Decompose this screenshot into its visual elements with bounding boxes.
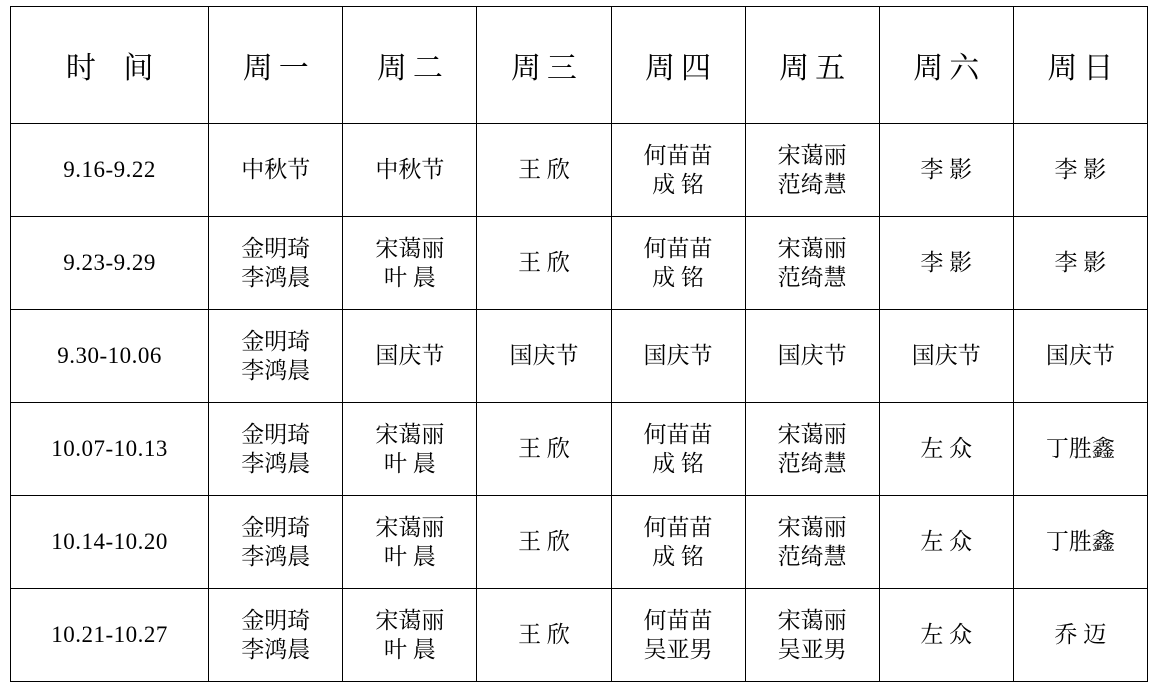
duty-cell: [1013, 589, 1147, 682]
duty-name: 范绮慧: [777, 265, 847, 290]
duty-name: 金明琦: [241, 235, 311, 261]
duty-name: 范绮慧: [777, 544, 847, 569]
duty-name: 金明琦: [241, 421, 311, 447]
duty-cell: [343, 310, 477, 403]
duty-name: 李鸿晨: [241, 544, 311, 569]
duty-name: 国庆节: [643, 343, 713, 369]
duty-cell: [477, 310, 611, 403]
duty-name: 左 众: [920, 436, 973, 462]
duty-name: 中秋节: [241, 157, 311, 183]
duty-name: 叶 晨: [383, 544, 436, 569]
column-header-saturday: 周六: [879, 7, 1013, 124]
duty-name: 成 铭: [652, 451, 704, 476]
duty-name: 何苗苗: [643, 514, 713, 540]
duty-name: 宋蔼丽: [777, 607, 847, 633]
duty-cell: [343, 124, 477, 217]
duty-name: 成 铭: [652, 544, 704, 569]
week-period-cell: 10.14-10.20: [11, 496, 209, 589]
duty-name: 王 欣: [518, 436, 570, 462]
header-row: [11, 7, 1148, 124]
week-period-cell: 9.23-9.29: [11, 217, 209, 310]
duty-cell: [879, 403, 1013, 496]
duty-name: 叶 晨: [383, 451, 436, 476]
duty-cell: [611, 124, 745, 217]
duty-name: 宋蔼丽: [777, 421, 847, 447]
duty-name: 叶 晨: [383, 637, 436, 662]
duty-name: 左 众: [920, 529, 973, 555]
duty-cell: [209, 496, 343, 589]
duty-cell: [611, 217, 745, 310]
duty-name: 成 铭: [652, 172, 704, 197]
duty-cell: [745, 217, 879, 310]
table-row: [11, 310, 1148, 403]
week-period-cell: 10.21-10.27: [11, 589, 209, 682]
duty-name: 李 影: [920, 157, 973, 183]
duty-cell: [477, 589, 611, 682]
duty-name: 中秋节: [375, 157, 445, 183]
duty-name: 吴亚男: [777, 637, 847, 662]
duty-cell: [745, 496, 879, 589]
duty-cell: [1013, 124, 1147, 217]
duty-cell: [209, 589, 343, 682]
column-header-monday: 周一: [209, 7, 343, 124]
duty-cell: [343, 496, 477, 589]
duty-name: 李鸿晨: [241, 637, 311, 662]
duty-cell: [477, 124, 611, 217]
duty-cell: [1013, 310, 1147, 403]
duty-cell: [879, 589, 1013, 682]
duty-cell: [209, 217, 343, 310]
column-header-wednesday: 周三: [477, 7, 611, 124]
table-header: [11, 7, 1148, 124]
column-header-time: 时 间: [11, 7, 209, 124]
duty-cell: [477, 496, 611, 589]
duty-name: 王 欣: [518, 622, 570, 648]
duty-name: 金明琦: [241, 514, 311, 540]
duty-cell: [879, 124, 1013, 217]
duty-name: 国庆节: [1045, 343, 1115, 369]
week-period-cell: 9.30-10.06: [11, 310, 209, 403]
duty-name: 国庆节: [911, 343, 981, 369]
duty-name: 李 影: [1054, 250, 1107, 276]
duty-cell: [477, 403, 611, 496]
table-body: [11, 124, 1148, 682]
duty-cell: [879, 310, 1013, 403]
duty-name: 范绮慧: [777, 172, 847, 197]
duty-cell: [477, 217, 611, 310]
duty-cell: [1013, 217, 1147, 310]
duty-name: 宋蔼丽: [777, 514, 847, 540]
week-period-cell: 10.07-10.13: [11, 403, 209, 496]
duty-name: 丁胜鑫: [1045, 436, 1115, 462]
week-period-cell: 9.16-9.22: [11, 124, 209, 217]
duty-cell: [611, 496, 745, 589]
duty-cell: [745, 124, 879, 217]
table-row: [11, 589, 1148, 682]
schedule-table: [10, 6, 1148, 682]
duty-name: 国庆节: [777, 343, 847, 369]
duty-name: 宋蔼丽: [777, 142, 847, 168]
duty-name: 国庆节: [375, 343, 445, 369]
duty-cell: [745, 403, 879, 496]
table-row: [11, 403, 1148, 496]
duty-name: 宋蔼丽: [375, 421, 445, 447]
duty-name: 乔 迈: [1054, 622, 1107, 648]
duty-name: 宋蔼丽: [375, 514, 445, 540]
column-header-thursday: 周四: [611, 7, 745, 124]
duty-name: 范绮慧: [777, 451, 847, 476]
duty-name: 丁胜鑫: [1045, 529, 1115, 555]
duty-name: 李 影: [920, 250, 973, 276]
duty-name: 王 欣: [518, 529, 570, 555]
duty-name: 宋蔼丽: [777, 235, 847, 261]
table-row: [11, 496, 1148, 589]
duty-name: 李 影: [1054, 157, 1107, 183]
duty-name: 宋蔼丽: [375, 607, 445, 633]
duty-cell: [879, 217, 1013, 310]
duty-name: 何苗苗: [643, 607, 713, 633]
duty-name: 金明琦: [241, 607, 311, 633]
duty-cell: [343, 217, 477, 310]
duty-cell: [343, 403, 477, 496]
table-row: [11, 217, 1148, 310]
duty-name: 左 众: [920, 622, 973, 648]
duty-cell: [879, 496, 1013, 589]
table-row: [11, 124, 1148, 217]
duty-name: 何苗苗: [643, 142, 713, 168]
duty-name: 国庆节: [509, 343, 579, 369]
duty-name: 宋蔼丽: [375, 235, 445, 261]
duty-name: 金明琦: [241, 328, 311, 354]
duty-name: 李鸿晨: [241, 265, 311, 290]
duty-cell: [611, 589, 745, 682]
duty-cell: [209, 310, 343, 403]
duty-name: 王 欣: [518, 157, 570, 183]
duty-name: 李鸿晨: [241, 358, 311, 383]
duty-cell: [1013, 403, 1147, 496]
duty-name: 吴亚男: [643, 637, 713, 662]
duty-cell: [343, 589, 477, 682]
duty-name: 李鸿晨: [241, 451, 311, 476]
duty-name: 王 欣: [518, 250, 570, 276]
duty-cell: [745, 589, 879, 682]
column-header-friday: 周五: [745, 7, 879, 124]
duty-name: 叶 晨: [383, 265, 436, 290]
column-header-tuesday: 周二: [343, 7, 477, 124]
duty-cell: [209, 403, 343, 496]
duty-name: 成 铭: [652, 265, 704, 290]
duty-cell: [209, 124, 343, 217]
duty-cell: [1013, 496, 1147, 589]
column-header-sunday: 周日: [1013, 7, 1147, 124]
duty-name: 何苗苗: [643, 421, 713, 447]
duty-name: 何苗苗: [643, 235, 713, 261]
duty-cell: [745, 310, 879, 403]
duty-cell: [611, 310, 745, 403]
duty-cell: [611, 403, 745, 496]
